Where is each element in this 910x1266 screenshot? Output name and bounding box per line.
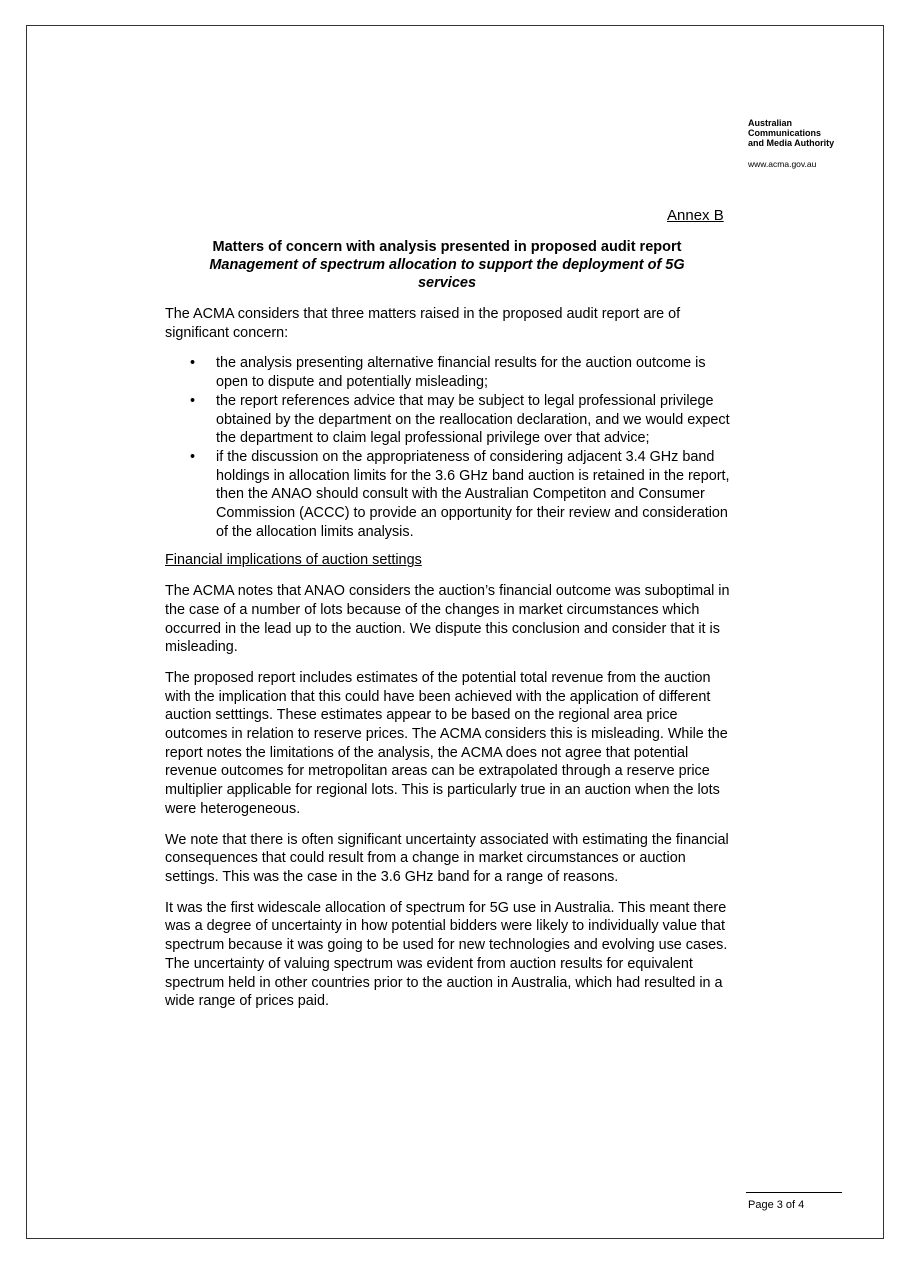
list-item-text: the report references advice that may be subject to legal professional privilege obtained by the department on the reallocation declaration, and we would expect the department to claim legal professional privilege over that advice; xyxy=(216,392,730,447)
bullet-icon: • xyxy=(190,392,196,409)
bullet-icon: • xyxy=(190,448,196,465)
document-heading xyxy=(150,238,744,292)
bullet-icon: • xyxy=(190,355,196,372)
paragraph: The ACMA notes that ANAO considers the auction’s financial outcome was suboptimal in the case of a number of lots because of the changes in market circumstances which occurred in the lead up to the auction. We dispute this conclusion and consider that it is misleading. xyxy=(165,583,730,656)
agency-line: Communications xyxy=(748,128,822,138)
paragraph: We note that there is often significant uncertainty associated with estimating the financial consequences that could result from a change in market circumstances or auction settings. This was the case in the 3.6 GHz band for a range of reasons. xyxy=(165,831,729,885)
heading-subtitle-line2: services xyxy=(417,275,477,291)
intro-paragraph: The ACMA considers that three matters raised in the proposed audit report are of significant concern: xyxy=(165,306,681,341)
page-number: Page 3 of 4 xyxy=(748,1199,805,1211)
list-item xyxy=(165,392,735,448)
list-item xyxy=(165,448,735,542)
agency-line: Australian xyxy=(748,118,793,128)
list-item xyxy=(165,354,735,391)
concerns-list xyxy=(165,354,735,541)
list-item-text: if the discussion on the appropriateness of considering adjacent 3.4 GHz band holdings in allocation limits for the 3.6 GHz band auction is retained in the report, then the ANAO should consult with the Australian Competiton and Consumer Commission (ACCC) to provide an opportunity for their review and consideration of the allocation limits analysis. xyxy=(216,448,730,540)
list-item-text: the analysis presenting alternative financial results for the auction outcome is open to dispute and potentially misleading; xyxy=(216,355,706,391)
agency-name xyxy=(748,118,868,148)
agency-line: and Media Authority xyxy=(748,138,835,148)
footer-divider xyxy=(746,1192,842,1193)
heading-title: Matters of concern with analysis presented in proposed audit report xyxy=(212,239,682,255)
paragraph: The proposed report includes estimates of the potential total revenue from the auction with the implication that this could have been achieved with the application of different auction setttings. These estimates appear to be based on the regional area price outcomes in relation to reserve prices. The ACMA considers this is misleading. While the report notes the limitations of the analysis, the ACMA does not agree that potential revenue outcomes for metropolitan areas can be extrapolated through a reserve price multiplier applicable for regional lots. This is particularly true in an auction when the lots were heterogeneous. xyxy=(165,669,728,817)
heading-subtitle-line1: Management of spectrum allocation to support the deployment of 5G xyxy=(209,257,685,273)
document-body xyxy=(165,305,735,1023)
section-heading: Financial implications of auction settings xyxy=(165,552,422,569)
annex-label: Annex B xyxy=(667,207,724,224)
website-url: www.acma.gov.au xyxy=(748,159,817,169)
paragraph: It was the first widescale allocation of spectrum for 5G use in Australia. This meant there was a degree of uncertainty in how potential bidders were likely to individually value that spectrum because it was going to be used for new technologies and evolving use cases. The uncertainty of valuing spectrum was evident from auction results for equivalent spectrum held in other countries prior to the auction in Australia, which had resulted in a wide range of prices paid. xyxy=(165,899,728,1010)
